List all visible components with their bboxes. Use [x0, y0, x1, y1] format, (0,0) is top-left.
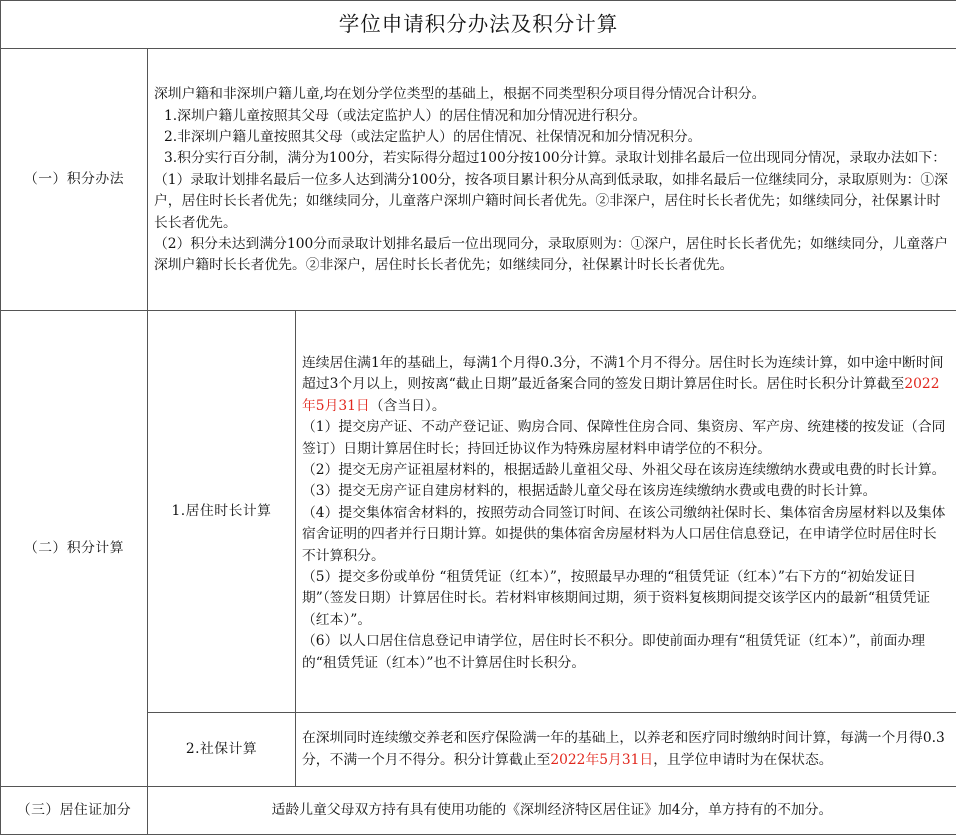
residence-intro-tail: （含当日）。	[369, 397, 446, 414]
page-title: 学位申请积分办法及积分计算	[1, 1, 956, 49]
residence-intro	[302, 353, 950, 417]
title-row	[1, 1, 956, 49]
residence-item: （4）提交集体宿舍材料的，按照劳动合同签订时间、在该公司缴纳社保时长、集体宿舍房屋材料以及集体宿舍证明的四者并行日期计算。如提供的集体宿舍房屋材料为人口居住信息登记，在申请学位时居住时长不计算积分。	[302, 504, 946, 564]
social-label: 2.社保计算	[148, 713, 296, 787]
social-text-after: ，且学位申请时为在保状态。	[653, 751, 833, 768]
method-row	[1, 49, 956, 311]
social-content	[296, 713, 956, 787]
method-paragraph	[154, 148, 950, 169]
permit-label: （三）居住证加分	[1, 787, 148, 835]
residence-item: （1）提交房产证、不动产登记证、购房合同、保障性住房合同、集资房、军产房、统建楼的按发证（合同签订）日期计算居住时长；持回迁协议作为特殊房屋材料申请学位的不积分。	[302, 419, 946, 457]
method-paragraph: （2）积分未达到满分100分而录取计划排名最后一位出现同分，录取原则为：①深户，居住时长长者优先；如继续同分，儿童落户深圳户籍时长长者优先。②非深户，居住时长长者优先；如继续同分，社保累计时长长者优先。	[154, 236, 948, 274]
residence-label: 1.居住时长计算	[148, 311, 296, 713]
method-paragraph-text: 3.积分实行百分制，满分为100分，若实际得分超过100分按100分计算。录取计划排名最后一位出现同分情况，录取办法如下：	[164, 150, 947, 167]
residence-content	[296, 311, 956, 713]
permit-row	[1, 787, 956, 835]
social-deadline: 2022年5月31日	[550, 751, 654, 768]
residence-deadline: 2022年5月31日	[302, 376, 940, 414]
social-text	[302, 728, 950, 771]
permit-text: 适龄儿童父母双方持有具有使用功能的《深圳经济特区居住证》加4分，单方持有的不加分。	[148, 787, 956, 835]
method-paragraph: 1.深圳户籍儿童按照其父母（或法定监护人）的居住情况和加分情况进行积分。	[164, 107, 647, 124]
method-paragraph: 2.非深圳户籍儿童按照其父母（或法定监护人）的居住情况、社保情况和加分情况积分。	[164, 128, 702, 145]
social-text-before: 在深圳同时连续缴交养老和医疗保险满一年的基础上，以养老和医疗同时缴纳时间计算，每满一个月得0.3分，不满一个月不得分。积分计算截止至	[302, 730, 945, 768]
method-content	[148, 49, 956, 311]
method-label: （一）积分办法	[1, 49, 148, 311]
residence-item: （3）提交无房产证自建房材料的，根据适龄儿童父母在该房连续缴纳水费或电费的时长计算。	[302, 483, 877, 500]
residence-item: （2）提交无房产证祖屋材料的，根据适龄儿童祖父母、外祖父母在该房连续缴纳水费或电费的时长计算。	[302, 461, 946, 478]
residence-item: （5）提交多份或单份 “租赁凭证（红本）”，按照最早办理的“租赁凭证（红本）”右下方的“初始发证日期”（签发日期）计算居住时长。若材料审核期间过期，须于资料复核期间提交该学区内的最新“租赁凭证（红本）”。	[302, 569, 931, 628]
residence-row	[1, 311, 956, 713]
residence-item: （6）以人口居住信息登记申请学位，居住时长不积分。即使前面办理有“租赁凭证（红本）”，前面办理的“租赁凭证（红本）”也不计算居住时长积分。	[302, 633, 926, 671]
method-paragraph: （1）录取计划排名最后一位多人达到满分100分，按各项目累计积分从高到低录取，如排名最后一位继续同分，录取原则为：①深户，居住时长长者优先；如继续同分，儿童落户深圳户籍时间长者优先。②非深户，居住时长长者优先；如继续同分，社保累计时长长者优先。	[154, 171, 948, 231]
residence-intro-text: 连续居住满1年的基础上，每满1个月得0.3分，不满1个月不得分。居住时长为连续计算，如中途中断时间超过3个月以上，则按离“截止日期”最近备案合同的签发日期计算居住时长。居住时长积分计算截至	[302, 354, 944, 393]
calc-label: （二）积分计算	[1, 311, 148, 787]
method-paragraph: 深圳户籍和非深圳户籍儿童,均在划分学位类型的基础上，根据不同类型积分项目得分情况合计积分。	[154, 86, 766, 103]
